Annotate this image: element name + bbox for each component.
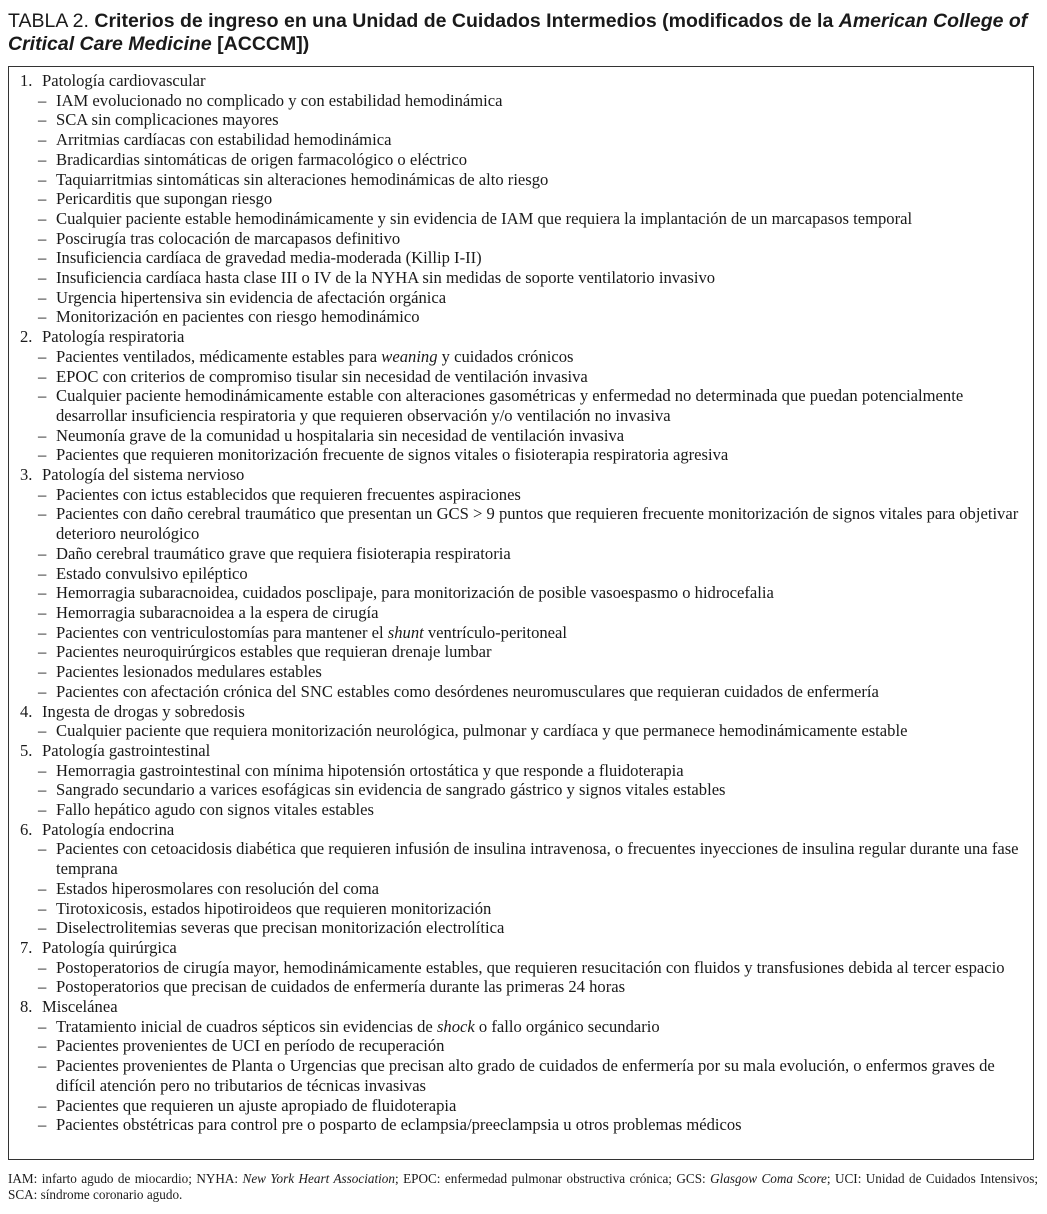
footnote bbox=[8, 1171, 1038, 1203]
section-number: 3. bbox=[20, 465, 33, 485]
criteria-item bbox=[9, 426, 1033, 446]
criteria-item bbox=[9, 189, 1033, 209]
section-title: Patología gastrointestinal bbox=[42, 740, 211, 760]
criteria-item bbox=[9, 209, 1033, 229]
item-text: Neumonía grave de la comunidad u hospitalaria sin necesidad de ventilación invasiva bbox=[56, 425, 625, 445]
criteria-item bbox=[9, 1115, 1033, 1135]
item-text: Pacientes que requieren un ajuste apropiado de fluidoterapia bbox=[56, 1095, 457, 1115]
section-title: Patología quirúrgica bbox=[42, 937, 177, 957]
item-text: Fallo hepático agudo con signos vitales estables bbox=[56, 800, 374, 820]
item-dash: – bbox=[38, 543, 47, 563]
item-text: Tirotoxicosis, estados hipotiroideos que requieren monitorización bbox=[56, 898, 492, 918]
criteria-item bbox=[9, 800, 1033, 820]
criteria-item bbox=[9, 347, 1033, 367]
section-title: Patología cardiovascular bbox=[42, 71, 206, 90]
item-dash: – bbox=[38, 425, 47, 445]
criteria-section bbox=[9, 741, 1033, 820]
table-label: TABLA 2. bbox=[8, 10, 89, 32]
item-dash: – bbox=[38, 583, 47, 603]
item-text: Pacientes ventilados, médicamente estables para bbox=[56, 346, 382, 366]
item-text: SCA sin complicaciones mayores bbox=[56, 110, 279, 130]
item-text: Poscirugía tras colocación de marcapasos definitivo bbox=[56, 228, 401, 248]
criteria-section bbox=[9, 820, 1033, 938]
item-text: Pacientes con afectación crónica del SNC estables como desórdenes neuromusculares que requieran cuidados de enfermería bbox=[56, 681, 879, 701]
criteria-item bbox=[9, 367, 1033, 387]
item-text: Postoperatorios que precisan de cuidados de enfermería durante las primeras 24 horas bbox=[56, 977, 626, 997]
item-text: Cualquier paciente estable hemodinámicamente y sin evidencia de IAM que requiera la implantación de un marcapasos temporal bbox=[56, 208, 913, 228]
item-dash: – bbox=[38, 504, 47, 524]
criteria-item bbox=[9, 682, 1033, 702]
item-text: Pacientes que requieren monitorización frecuente de signos vitales o fisioterapia respiratoria agresiva bbox=[56, 445, 729, 465]
criteria-item bbox=[9, 918, 1033, 938]
item-dash: – bbox=[38, 1115, 47, 1135]
item-dash: – bbox=[38, 484, 47, 504]
item-text: IAM evolucionado no complicado y con estabilidad hemodinámica bbox=[56, 90, 503, 110]
item-dash: – bbox=[38, 681, 47, 701]
item-dash: – bbox=[38, 1095, 47, 1115]
criteria-item bbox=[9, 662, 1033, 682]
criteria-item bbox=[9, 839, 1033, 878]
section-heading bbox=[9, 327, 1033, 347]
criteria-item bbox=[9, 248, 1033, 268]
criteria-item bbox=[9, 623, 1033, 643]
criteria-section bbox=[9, 938, 1033, 997]
item-dash: – bbox=[38, 248, 47, 268]
section-number: 6. bbox=[20, 819, 33, 839]
item-dash: – bbox=[38, 957, 47, 977]
criteria-item bbox=[9, 485, 1033, 505]
item-text: Insuficiencia cardíaca hasta clase III o IV de la NYHA sin medidas de soporte ventilatorio invasivo bbox=[56, 268, 716, 288]
item-text: Cualquier paciente que requiera monitorización neurológica, pulmonar y cardíaca y que permanece hemodinámicamente estable bbox=[56, 721, 908, 741]
criteria-item bbox=[9, 229, 1033, 249]
item-text: Tratamiento inicial de cuadros sépticos sin evidencias de bbox=[56, 1016, 437, 1036]
criteria-section bbox=[9, 702, 1033, 741]
section-number: 7. bbox=[20, 937, 33, 957]
item-text: Urgencia hipertensiva sin evidencia de afectación orgánica bbox=[56, 287, 447, 307]
criteria-item bbox=[9, 150, 1033, 170]
criteria-item bbox=[9, 110, 1033, 130]
item-dash: – bbox=[38, 918, 47, 938]
item-text: Arritmias cardíacas con estabilidad hemodinámica bbox=[56, 130, 392, 150]
item-dash: – bbox=[38, 622, 47, 642]
criteria-item bbox=[9, 1017, 1033, 1037]
item-text: Postoperatorios de cirugía mayor, hemodinámicamente estables, que requieren resucitación con fluidos y transfusiones debida al tercer espacio bbox=[56, 957, 1005, 977]
item-dash: – bbox=[38, 445, 47, 465]
item-text: Monitorización en pacientes con riesgo hemodinámico bbox=[56, 307, 420, 327]
criteria-item bbox=[9, 91, 1033, 111]
table-title bbox=[8, 10, 1038, 56]
criteria-section bbox=[9, 71, 1033, 327]
item-text: Estado convulsivo epiléptico bbox=[56, 563, 248, 583]
criteria-item bbox=[9, 268, 1033, 288]
title-text: Criterios de ingreso en una Unidad de Cuidados Intermedios (modificados de la bbox=[88, 10, 839, 32]
item-text: Pacientes provenientes de Planta o Urgencias que precisan alto grado de cuidados de enfermería por su mala evolución, o enfermos graves de difícil atención pero no tributarios de técnicas invasivas bbox=[56, 1056, 995, 1095]
item-text: y cuidados crónicos bbox=[437, 346, 574, 366]
item-text: Pericarditis que supongan riesgo bbox=[56, 189, 273, 209]
item-text: Pacientes obstétricas para control pre o posparto de eclampsia/preeclampsia u otros problemas médicos bbox=[56, 1115, 742, 1135]
criteria-item bbox=[9, 445, 1033, 465]
item-dash: – bbox=[38, 898, 47, 918]
criteria-section bbox=[9, 465, 1033, 701]
item-text: Pacientes con cetoacidosis diabética que requieren infusión de insulina intravenosa, o frecuentes inyecciones de insulina regular durante una fase temprana bbox=[56, 839, 1019, 879]
item-dash: – bbox=[38, 1056, 47, 1076]
criteria-item bbox=[9, 130, 1033, 150]
criteria-table bbox=[8, 66, 1034, 1160]
criteria-item bbox=[9, 583, 1033, 603]
section-number: 5. bbox=[20, 740, 33, 760]
item-dash: – bbox=[38, 721, 47, 741]
item-dash: – bbox=[38, 1036, 47, 1056]
item-text: Bradicardias sintomáticas de origen farmacológico o eléctrico bbox=[56, 149, 467, 169]
footnote-text: IAM: infarto agudo de miocardio; NYHA: bbox=[8, 1171, 243, 1186]
item-dash: – bbox=[38, 366, 47, 386]
criteria-item bbox=[9, 603, 1033, 623]
section-number: 2. bbox=[20, 327, 33, 347]
section-heading bbox=[9, 71, 1033, 91]
item-dash: – bbox=[38, 110, 47, 130]
item-text: Pacientes lesionados medulares estables bbox=[56, 662, 322, 682]
item-text: Daño cerebral traumático grave que requiera fisioterapia respiratoria bbox=[56, 543, 511, 563]
section-title: Miscelánea bbox=[42, 997, 118, 1017]
item-dash: – bbox=[38, 780, 47, 800]
footnote-text: ; EPOC: enfermedad pulmonar obstructiva crónica; GCS: bbox=[395, 1171, 711, 1186]
item-dash: – bbox=[38, 208, 47, 228]
section-heading bbox=[9, 465, 1033, 485]
footnote-text: Glasgow Coma Score bbox=[710, 1171, 827, 1186]
item-text: Hemorragia subaracnoidea a la espera de cirugía bbox=[56, 602, 379, 622]
item-dash: – bbox=[38, 602, 47, 622]
item-text: shunt bbox=[387, 622, 424, 642]
criteria-item bbox=[9, 288, 1033, 308]
item-text: Diselectrolitemias severas que precisan monitorización electrolítica bbox=[56, 918, 505, 938]
item-dash: – bbox=[38, 563, 47, 583]
footnote-text: New York Heart Association bbox=[242, 1171, 395, 1186]
item-dash: – bbox=[38, 90, 47, 110]
section-number: 1. bbox=[20, 71, 33, 90]
criteria-item bbox=[9, 977, 1033, 997]
item-dash: – bbox=[38, 760, 47, 780]
criteria-item bbox=[9, 721, 1033, 741]
item-text: Pacientes neuroquirúrgicos estables que requieran drenaje lumbar bbox=[56, 642, 492, 662]
section-title: Patología respiratoria bbox=[42, 327, 185, 347]
criteria-item bbox=[9, 1056, 1033, 1095]
criteria-item bbox=[9, 899, 1033, 919]
item-dash: – bbox=[38, 287, 47, 307]
item-dash: – bbox=[38, 189, 47, 209]
section-title: Patología endocrina bbox=[42, 819, 175, 839]
item-text: Sangrado secundario a varices esofágicas sin evidencia de sangrado gástrico y signos vitales estables bbox=[56, 780, 726, 800]
criteria-section bbox=[9, 997, 1033, 1135]
criteria-item bbox=[9, 780, 1033, 800]
item-dash: – bbox=[38, 977, 47, 997]
criteria-item bbox=[9, 544, 1033, 564]
item-dash: – bbox=[38, 1016, 47, 1036]
section-heading bbox=[9, 741, 1033, 761]
section-number: 8. bbox=[20, 997, 33, 1017]
item-text: ventrículo-peritoneal bbox=[423, 622, 568, 642]
item-text: Estados hiperosmolares con resolución del coma bbox=[56, 878, 380, 898]
item-text: o fallo orgánico secundario bbox=[474, 1016, 660, 1036]
criteria-item bbox=[9, 761, 1033, 781]
item-text: Pacientes con ictus establecidos que requieren frecuentes aspiraciones bbox=[56, 484, 521, 504]
item-dash: – bbox=[38, 228, 47, 248]
criteria-item bbox=[9, 958, 1033, 978]
section-heading bbox=[9, 702, 1033, 722]
item-dash: – bbox=[38, 130, 47, 150]
section-heading bbox=[9, 997, 1033, 1017]
item-dash: – bbox=[38, 839, 47, 859]
criteria-item bbox=[9, 386, 1033, 425]
section-title: Ingesta de drogas y sobredosis bbox=[42, 701, 245, 721]
item-text: Pacientes provenientes de UCI en período de recuperación bbox=[56, 1036, 445, 1056]
section-heading bbox=[9, 820, 1033, 840]
item-text: Pacientes con daño cerebral traumático que presentan un GCS > 9 puntos que requieren frecuente monitorización de signos vitales para objetivar deterioro neurológico bbox=[56, 504, 1019, 544]
criteria-item bbox=[9, 564, 1033, 584]
item-dash: – bbox=[38, 149, 47, 169]
section-heading bbox=[9, 938, 1033, 958]
item-text: Insuficiencia cardíaca de gravedad media-moderada (Killip I-II) bbox=[56, 248, 482, 268]
item-dash: – bbox=[38, 878, 47, 898]
item-text: Hemorragia gastrointestinal con mínima hipotensión ortostática y que responde a fluidoterapia bbox=[56, 760, 684, 780]
section-title: Patología del sistema nervioso bbox=[42, 465, 245, 485]
criteria-section bbox=[9, 327, 1033, 465]
item-text: EPOC con criterios de compromiso tisular sin necesidad de ventilación invasiva bbox=[56, 366, 588, 386]
title-italic: American College of Critical Care Medicine bbox=[8, 10, 1028, 55]
criteria-item bbox=[9, 307, 1033, 327]
item-dash: – bbox=[38, 800, 47, 820]
item-dash: – bbox=[38, 662, 47, 682]
item-text: Pacientes con ventriculostomías para mantener el bbox=[56, 622, 388, 642]
criteria-item bbox=[9, 170, 1033, 190]
footnote-text: ; UCI: Unidad de Cuidados Intensivos; SCA: síndrome coronario agudo. bbox=[8, 1171, 1038, 1202]
item-dash: – bbox=[38, 346, 47, 366]
item-text: shock bbox=[436, 1016, 475, 1036]
criteria-item bbox=[9, 642, 1033, 662]
item-dash: – bbox=[38, 169, 47, 189]
item-text: Taquiarritmias sintomáticas sin alteraciones hemodinámicas de alto riesgo bbox=[56, 169, 549, 189]
criteria-item bbox=[9, 1096, 1033, 1116]
item-dash: – bbox=[38, 307, 47, 327]
section-number: 4. bbox=[20, 701, 33, 721]
criteria-item bbox=[9, 879, 1033, 899]
criteria-item bbox=[9, 1036, 1033, 1056]
item-text: Hemorragia subaracnoidea, cuidados posclipaje, para monitorización de posible vasoespasmo o hidrocefalia bbox=[56, 583, 774, 603]
item-dash: – bbox=[38, 268, 47, 288]
item-text: weaning bbox=[381, 346, 438, 366]
item-text: Cualquier paciente hemodinámicamente estable con alteraciones gasométricas y enfermedad no determinada que puedan potencialmente desarrollar insuficiencia respiratoria y que requieren observación y/o ventilación no invasiva bbox=[56, 386, 964, 425]
item-dash: – bbox=[38, 642, 47, 662]
title-suffix: [ACCCM]) bbox=[211, 33, 310, 55]
criteria-item bbox=[9, 504, 1033, 543]
item-dash: – bbox=[38, 386, 47, 406]
